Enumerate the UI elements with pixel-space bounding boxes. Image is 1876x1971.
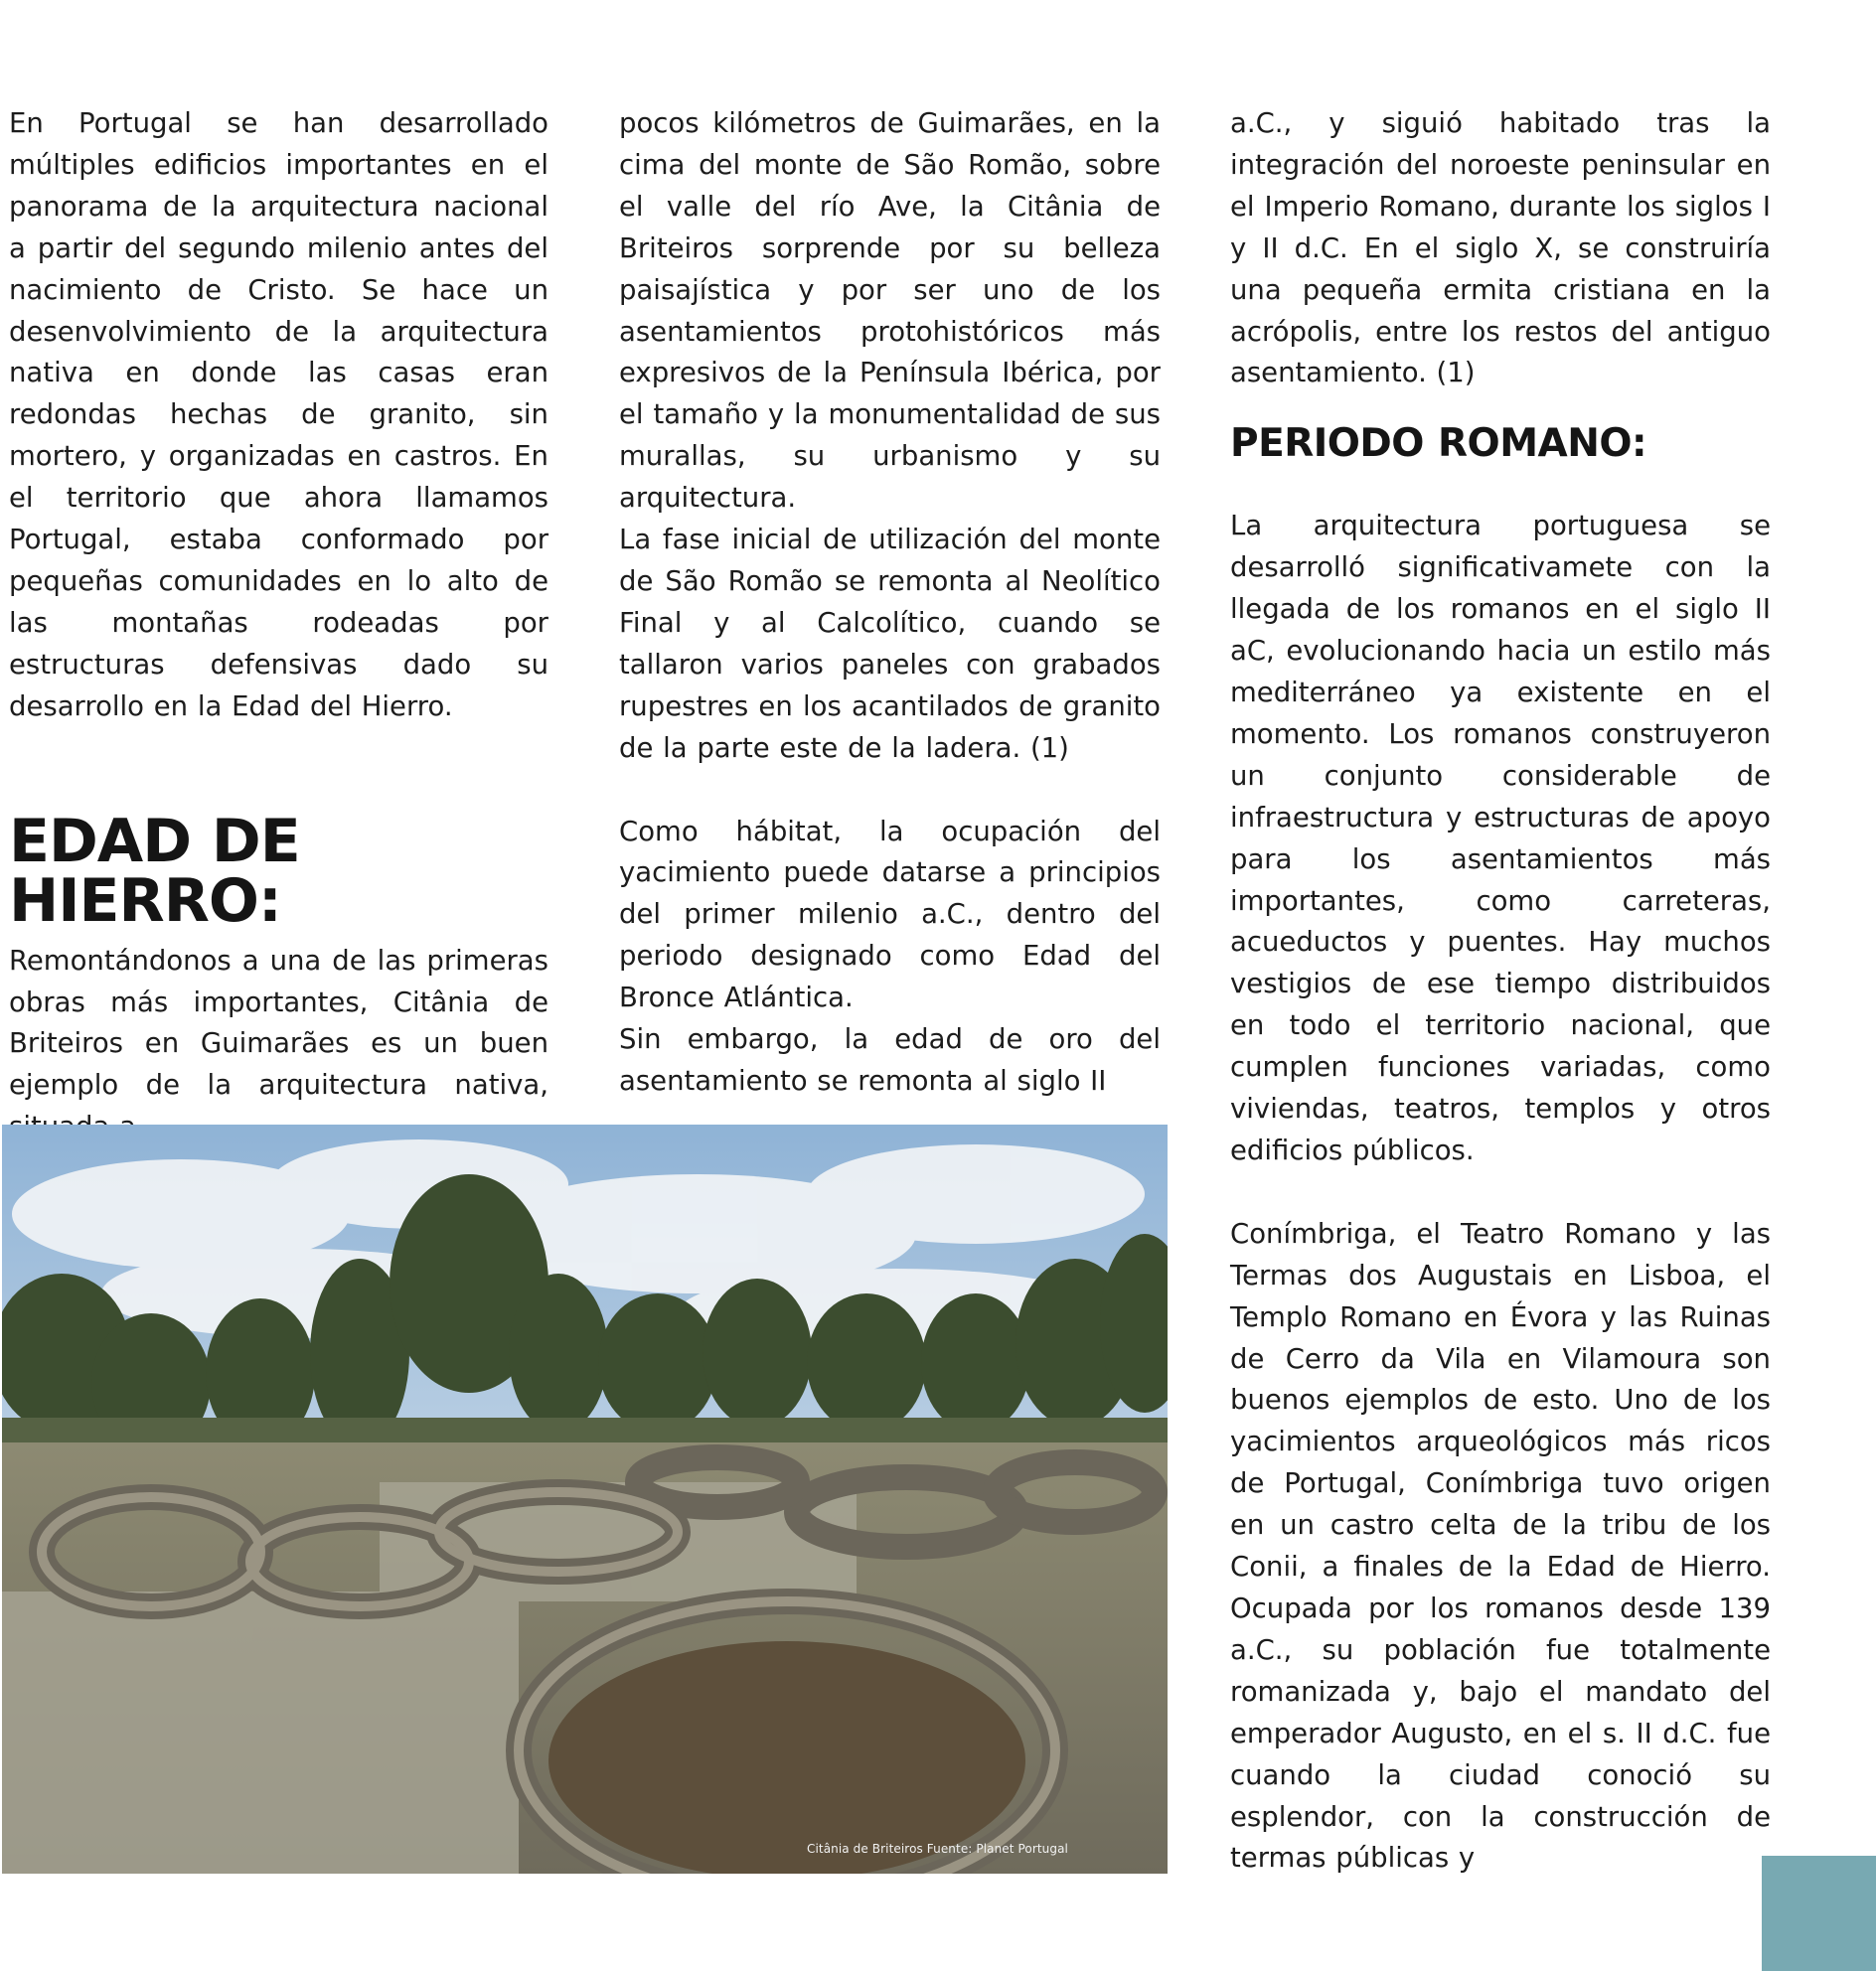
roman-architecture-paragraph: La arquitectura portuguesa se desarrolló significativamete con la llegada de los romanos en el siglo II aC, evolucionando hacia un estilo más mediterráneo ya existente en el momento. Los romanos construyeron un conjunto considerable de infraestructura y estructuras de apoyo para los asentamientos más importantes, como carreteras, acueductos y puentes. Hay muchos vestigios de ese tiempo distribuidos en todo el territorio nacional, que cumplen funciones variadas, como viviendas, teatros, templos y otros edificios públicos. bbox=[1230, 510, 1771, 1166]
golden-age-paragraph: Sin embargo, la edad de oro del asentamiento se remonta al siglo II bbox=[619, 1023, 1161, 1097]
ruins-illustration bbox=[2, 1125, 1168, 1874]
heading-edad-de-hierro: EDAD DE HIERRO: bbox=[9, 806, 300, 936]
intro-paragraph: En Portugal se han desarrollado múltiples edificios importantes en el panorama de la arquitectura nacional a partir del segundo milenio antes del nacimiento de Cristo. Se hace un desenvolvimiento de la arquitectura nativa en donde las casas eran redondas hechas de granito, sin mortero, y organizadas en castros. En el territorio que ahora llamamos Portugal, estaba conformado por pequeñas comunidades en lo alto de las montañas rodeadas por estructuras defensivas dado su desarrollo en la Edad del Hierro. bbox=[9, 107, 548, 722]
heading-periodo-romano: PERIODO ROMANO: bbox=[1230, 421, 1647, 467]
text-column-2 bbox=[619, 103, 1161, 1103]
neolithic-paragraph: La fase inicial de utilización del monte de São Romão se remonta al Neolítico Final y al Calcolítico, cuando se tallaron varios paneles con grabados rupestres en los acantilados de granito de la parte este de la ladera. (1) bbox=[619, 524, 1161, 764]
text-column-3 bbox=[1230, 103, 1771, 1880]
spacer bbox=[1230, 1172, 1771, 1214]
stone-ruins-photo bbox=[2, 1125, 1168, 1874]
roman-integration-paragraph: a.C., y siguió habitado tras la integración del noroeste peninsular en el Imperio Romano, durante los siglos I y II d.C. En el siglo X, se construiría una pequeña ermita cristiana en la acrópolis, entre los restos del antiguo asentamiento. (1) bbox=[1230, 107, 1771, 389]
spacer bbox=[9, 728, 548, 812]
photo-caption: Citânia de Briteiros Fuente: Planet Portugal bbox=[806, 1842, 1068, 1856]
spacer bbox=[1230, 394, 1771, 422]
habitat-paragraph: Como hábitat, la ocupación del yacimiento puede datarse a principios del primer milenio a.C., dentro del periodo designado como Edad del Bronce Atlántica. bbox=[619, 815, 1161, 1014]
iron-age-paragraph: Remontándonos a una de las primeras obras más importantes, Citânia de Briteiros en Guimarães es un buen ejemplo de la arquitectura nativa, bbox=[9, 944, 548, 1102]
text-column-1 bbox=[9, 103, 548, 1148]
accent-corner-block bbox=[1762, 1856, 1876, 1971]
spacer bbox=[619, 770, 1161, 812]
spacer bbox=[1230, 466, 1771, 506]
conimbriga-paragraph: Conímbriga, el Teatro Romano y las Termas dos Augustais en Lisboa, el Templo Romano en Évora y las Ruinas de Cerro da Vila en Vilamoura son buenos ejemplos de esto. Uno de los yacimientos arqueológicos más ricos de Portugal, Conímbriga tuvo origen en un castro celta de la tribu de los Conii, a finales de la Edad de Hierro. Ocupada por los romanos desde 139 a.C., su población fue totalmente romanizada y, bajo el mandato del emperador Augusto, en el s. II d.C. fue cuando la ciudad conoció su esplendor, con la construcción de termas públicas y bbox=[1230, 1217, 1771, 1875]
briteiros-paragraph: pocos kilómetros de Guimarães, en la cima del monte de São Romão, sobre el valle del río Ave, la Citânia de Briteiros sorprende por su belleza paisajística y por ser uno de los asentamientos protohistóricos más expresivos de la Península Ibérica, por el tamaño y la monumentalidad de sus murallas, su urbanismo y su arquitectura. bbox=[619, 107, 1161, 515]
